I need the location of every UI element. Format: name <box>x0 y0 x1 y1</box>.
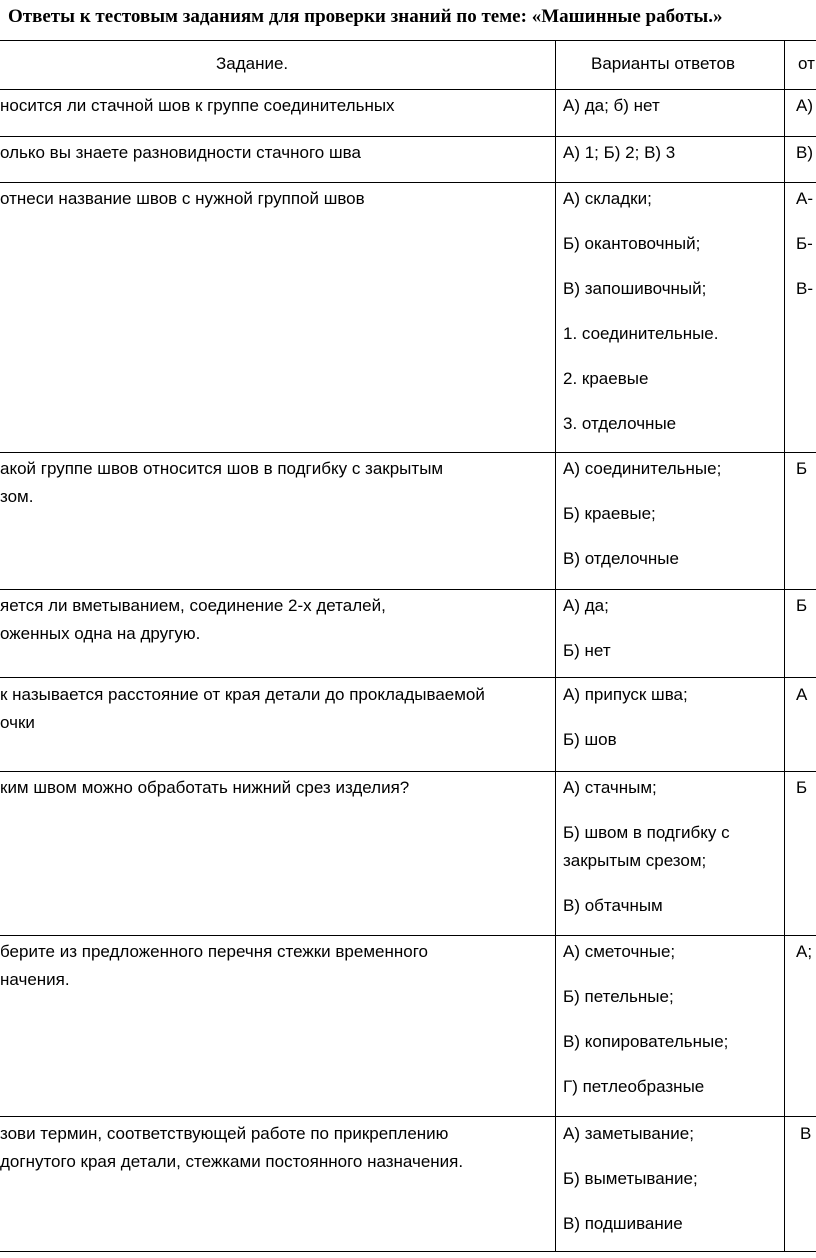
header-answer: от <box>798 54 815 73</box>
option-line: В) подшивание <box>563 1214 683 1233</box>
option-line: А) складки; <box>563 189 652 208</box>
task-line: берите из предложенного перечня стежки временного <box>0 942 428 961</box>
option-line: 2. краевые <box>563 369 649 388</box>
option-line: А) да; <box>563 596 609 615</box>
table-row-options <box>563 92 660 120</box>
option-line: В) обтачным <box>563 896 663 915</box>
task-line: начения. <box>0 970 70 989</box>
table-row-task <box>0 1120 463 1176</box>
table-row-options <box>563 139 675 167</box>
option-line: 3. отделочные <box>563 414 677 433</box>
task-line: ким швом можно обработать нижний срез изделия? <box>0 778 410 797</box>
task-line: олько вы знаете разновидности стачного шва <box>0 143 361 162</box>
option-line: А) припуск шва; <box>563 685 688 704</box>
option-line: А) да; б) нет <box>563 96 660 115</box>
answer-line: В <box>800 1124 812 1143</box>
option-line: А) стачным; <box>563 778 657 797</box>
option-line: Б) краевые; <box>563 504 656 523</box>
table-row-options <box>563 938 728 1101</box>
option-line: Б) окантовочный; <box>563 234 701 253</box>
task-line: догнутого края детали, стежками постоянного назначения. <box>0 1152 464 1171</box>
table-row-answer <box>796 139 813 167</box>
table-row-task <box>0 592 386 648</box>
table-row-task <box>0 938 428 994</box>
table-row-options <box>563 774 730 920</box>
option-line: Г) петлеобразные <box>563 1077 705 1096</box>
option-line: Б) шов <box>563 730 617 749</box>
option-line: А) 1; Б) 2; В) 3 <box>563 143 676 162</box>
table-row-options <box>563 185 718 438</box>
option-line: закрытым срезом; <box>563 851 707 870</box>
table-rule <box>0 1251 816 1252</box>
answer-line: А) <box>796 96 813 115</box>
option-line: В) отделочные <box>563 549 679 568</box>
option-line: Б) петельные; <box>563 987 674 1006</box>
table-row-task <box>0 681 485 737</box>
option-line: 1. соединительные. <box>563 324 719 343</box>
table-rule <box>0 182 816 183</box>
table-row-answer <box>796 185 813 303</box>
table-rule <box>0 40 816 41</box>
table-rule <box>555 40 556 1252</box>
table-rule <box>0 589 816 590</box>
option-line: В) копировательные; <box>563 1032 729 1051</box>
option-line: А) сметочные; <box>563 942 676 961</box>
table-row-task <box>0 139 361 167</box>
table-rule <box>0 89 816 90</box>
task-line: отнеси название швов с нужной группой швов <box>0 189 365 208</box>
table-row-task <box>0 185 365 213</box>
table-rule <box>784 40 785 1252</box>
table-row-task <box>0 774 409 802</box>
table-row-answer <box>800 1120 811 1148</box>
table-row-task <box>0 455 443 511</box>
table-rule <box>0 1116 816 1117</box>
table-row-answer <box>796 92 813 120</box>
task-line: очки <box>0 713 35 732</box>
answer-line: В) <box>796 143 813 162</box>
table-row-answer <box>796 455 807 483</box>
document-title: Ответы к тестовым заданиям для проверки знаний по теме: «Машинные работы.» <box>8 6 723 27</box>
answer-line: А <box>796 685 808 704</box>
table-rule <box>0 452 816 453</box>
task-line: акой группе швов относится шов в подгибку с закрытым <box>0 459 444 478</box>
table-row-options <box>563 1120 698 1238</box>
table-row-answer <box>796 774 807 802</box>
table-row-answer <box>796 592 807 620</box>
answer-line: Б <box>796 596 808 615</box>
table-rule <box>0 677 816 678</box>
answer-line: Б <box>796 778 808 797</box>
table-row-options <box>563 455 721 573</box>
answer-line: А; <box>796 942 813 961</box>
option-line: Б) швом в подгибку с <box>563 823 730 842</box>
task-line: зом. <box>0 487 34 506</box>
table-rule <box>0 136 816 137</box>
table-row-answer <box>796 938 812 966</box>
option-line: Б) выметывание; <box>563 1169 698 1188</box>
answer-line: В- <box>796 279 813 298</box>
task-line: оженных одна на другую. <box>0 624 201 643</box>
table-row-options <box>563 681 688 754</box>
answer-line: Б <box>796 459 808 478</box>
task-line: носится ли стачной шов к группе соединительных <box>0 96 395 115</box>
answer-line: Б- <box>796 234 813 253</box>
table-rule <box>0 935 816 936</box>
task-line: к называется расстояние от края детали до прокладываемой <box>0 685 485 704</box>
table-row-options <box>563 592 611 665</box>
option-line: В) запошивочный; <box>563 279 707 298</box>
option-line: А) соединительные; <box>563 459 722 478</box>
option-line: А) заметывание; <box>563 1124 694 1143</box>
task-line: зови термин, соответствующей работе по прикреплению <box>0 1124 449 1143</box>
task-line: яется ли вметыванием, соединение 2-х деталей, <box>0 596 386 615</box>
header-task: Задание. <box>216 54 289 73</box>
table-row-answer <box>796 681 807 709</box>
option-line: Б) нет <box>563 641 611 660</box>
table-rule <box>0 771 816 772</box>
header-options: Варианты ответов <box>591 54 735 73</box>
table-row-task <box>0 92 395 120</box>
answer-line: А- <box>796 189 813 208</box>
